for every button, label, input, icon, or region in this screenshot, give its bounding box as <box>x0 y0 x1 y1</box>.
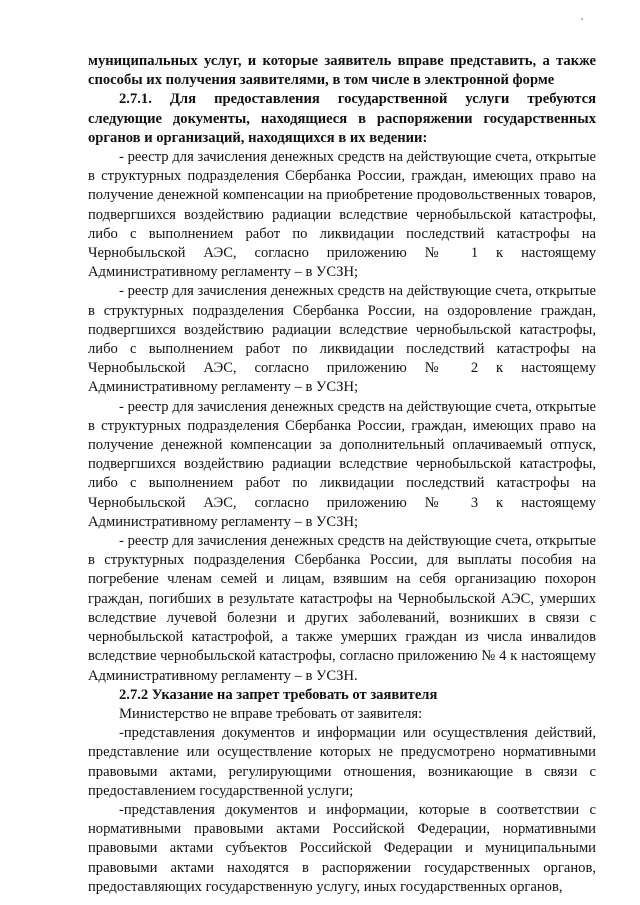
scan-speck <box>581 18 583 20</box>
section-2-7-2-heading: 2.7.2 Указание на запрет требовать от заявителя <box>119 686 438 703</box>
document-list-item-3: - реестр для зачисления денежных средств на действующие счета, открытые в структурных подразделения Сбербанка России, граждан, имеющих право на получение денежной компенсации за дополнительный оплачиваемый отпуск, подвергшихся воздействию радиации вследствие чернобыльской катастрофы, либо с выполнением работ по ликвидации последствий катастрофы на Чернобыльской АЭС, согласно приложению № 3 к настоящему Административному регламенту – в УСЗН; <box>88 398 596 530</box>
ministry-statement: Министерство не вправе требовать от заявителя: <box>119 705 423 722</box>
prohibition-item-2: -представления документов и информации, которые в соответствии с нормативными правовыми актами Российской Федерации, нормативными правовыми актами субъектов Российской Федерации и муниципальными правовыми актами находятся в распоряжении государственных органов, предоставляющих государственную услугу, иных государственных органов, <box>88 801 596 895</box>
document-page <box>88 52 596 897</box>
section-2-7-1-heading: 2.7.1. Для предоставления государственной услуги требуются следующие документы, находящиеся в распоряжении государственных органов и организаций, находящихся в их ведении: <box>88 91 596 146</box>
document-list-item-1: - реестр для зачисления денежных средств на действующие счета, открытые в структурных подразделения Сбербанка России, граждан, имеющих право на получение денежной компенсации на приобретение продовольственных товаров, подвергшихся воздействию радиации вследствие чернобыльской катастрофы, либо с выполнением работ по ликвидации последствий катастрофы на Чернобыльской АЭС, согласно приложению № 1 к настоящему Административному регламенту – в УСЗН; <box>88 149 596 281</box>
document-list-item-2: - реестр для зачисления денежных средств на действующие счета, открытые в структурных подразделения Сбербанка России, на оздоровление граждан, подвергшихся воздействию радиации вследствие чернобыльской катастрофы, либо с выполнением работ по ликвидации последствий катастрофы на Чернобыльской АЭС, согласно приложению № 2 к настоящему Административному регламенту – в УСЗН; <box>88 283 596 396</box>
heading-continuation: муниципальных услуг, и которые заявитель вправе представить, а также способы их получения заявителями, в том числе в электронной форме <box>88 53 596 89</box>
document-list-item-4: - реестр для зачисления денежных средств на действующие счета, открытые в структурных подразделения Сбербанка России, для выплаты пособия на погребение членам семей и лицам, взявшим на себя организацию похорон граждан, погибших в результате катастрофы на Чернобыльской АЭС, умерших вследствие лучевой болезни и других заболеваний, возникших в связи с чернобыльской катастрофой, а также умерших граждан из числа инвалидов вследствие чернобыльской катастрофы, согласно приложению № 4 к настоящему Административному регламенту – в УСЗН. <box>88 533 596 684</box>
prohibition-item-1: -представления документов и информации или осуществления действий, представление или осуществление которых не предусмотрено нормативными правовыми актами, регулирующими отношения, возникающие в связи с предоставлением государственной услуги; <box>88 725 596 799</box>
